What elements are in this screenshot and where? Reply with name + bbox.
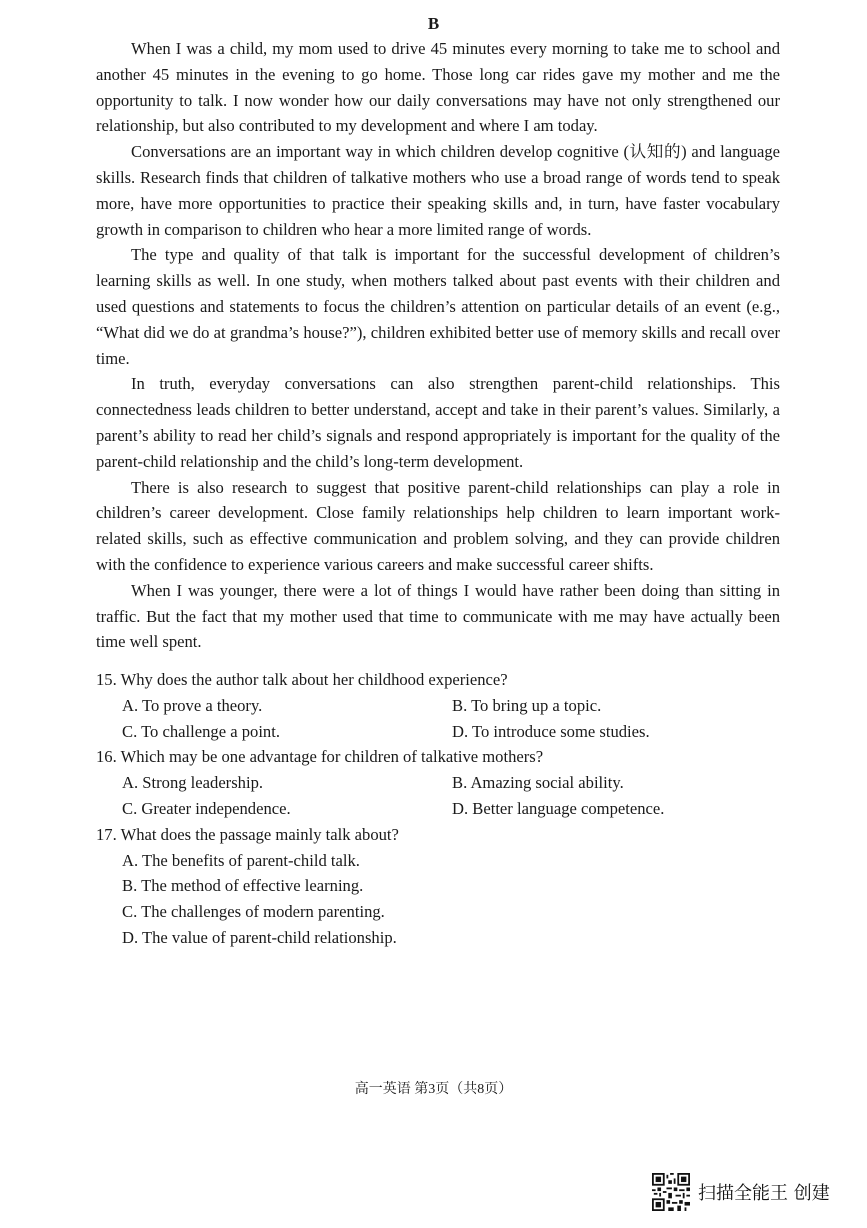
- option-a: A. The benefits of parent-child talk.: [122, 850, 360, 870]
- passage-paragraph: The type and quality of that talk is important for the successful development of children’s learning skills as well. In one study, when mothers talked about past events with their children and used questions and statements to focus the children’s attention on particular details of an event (e.g., “What did we do at grandma’s house?”), children exhibited better use of memory skills and recall over time.: [96, 245, 780, 368]
- passage-paragraph: When I was a child, my mom used to drive 45 minutes every morning to take me to school and another 45 minutes in the evening to go home. Those long car rides gave my mother and me the opportunity to talk. I now wonder how our daily conversations may have not only strengthened our relationship, but also contributed to my development and where I am today.: [96, 39, 780, 136]
- passage-paragraph: There is also research to suggest that positive parent-child relationships can play a role in children’s career development. Close family relationships help children to learn important work-related skills, such as effective communication and problem solving, and they can provide children with the confidence to experience various careers and make successful career shifts.: [96, 477, 780, 574]
- option-group: [96, 693, 780, 745]
- question-list: [96, 667, 780, 951]
- qr-code-icon: [652, 1173, 690, 1211]
- question-stem: 16. Which may be one advantage for children of talkative mothers?: [96, 747, 544, 767]
- section-title: B: [427, 14, 440, 33]
- option-d: D. The value of parent-child relationship.: [122, 927, 397, 947]
- scanner-watermark: [652, 1172, 830, 1212]
- passage-paragraph: When I was younger, there were a lot of things I would have rather been doing than sitting in traffic. But the fact that my mother used that time to communicate with me may have actually been time well spent.: [96, 580, 780, 652]
- question-stem: 17. What does the passage mainly talk about?: [96, 824, 399, 844]
- option-d: D. Better language competence.: [452, 798, 665, 818]
- option-b: B. The method of effective learning.: [122, 876, 364, 896]
- question-15: [96, 667, 780, 744]
- passage-paragraph: In truth, everyday conversations can also strengthen parent-child relationships. This connectedness leads children to better understand, accept and take in their parent’s values. Similarly, a parent’s ability to read her child’s signals and respond appropriately is important for the quality of the parent-child relationship and the child’s long-term development.: [96, 374, 780, 471]
- option-b: B. Amazing social ability.: [452, 773, 624, 793]
- question-16: [96, 744, 780, 821]
- option-a: A. To prove a theory.: [122, 695, 263, 715]
- option-d: D. To introduce some studies.: [452, 721, 650, 741]
- page-footer: 高一英语 第3页（共8页）: [354, 1082, 513, 1097]
- reading-passage: [96, 36, 780, 655]
- option-a: A. Strong leadership.: [122, 773, 264, 793]
- option-group: [96, 848, 780, 951]
- option-c: C. To challenge a point.: [122, 721, 280, 741]
- question-stem: 15. Why does the author talk about her childhood experience?: [96, 670, 508, 689]
- option-c: C. Greater independence.: [122, 798, 291, 818]
- option-b: B. To bring up a topic.: [452, 695, 602, 715]
- question-17: [96, 822, 780, 951]
- option-c: C. The challenges of modern parenting.: [122, 902, 385, 922]
- watermark-text: 扫描全能王 创建: [698, 1183, 830, 1204]
- option-group: [96, 770, 780, 822]
- passage-paragraph: Conversations are an important way in which children develop cognitive (认知的) and language skills. Research finds that children of talkative mothers who use a broad range of words tend to speak more, have more opportunities to practice their speaking skills and, in turn, have faster vocabulary growth in comparison to children who hear a more limited range of words.: [96, 142, 780, 239]
